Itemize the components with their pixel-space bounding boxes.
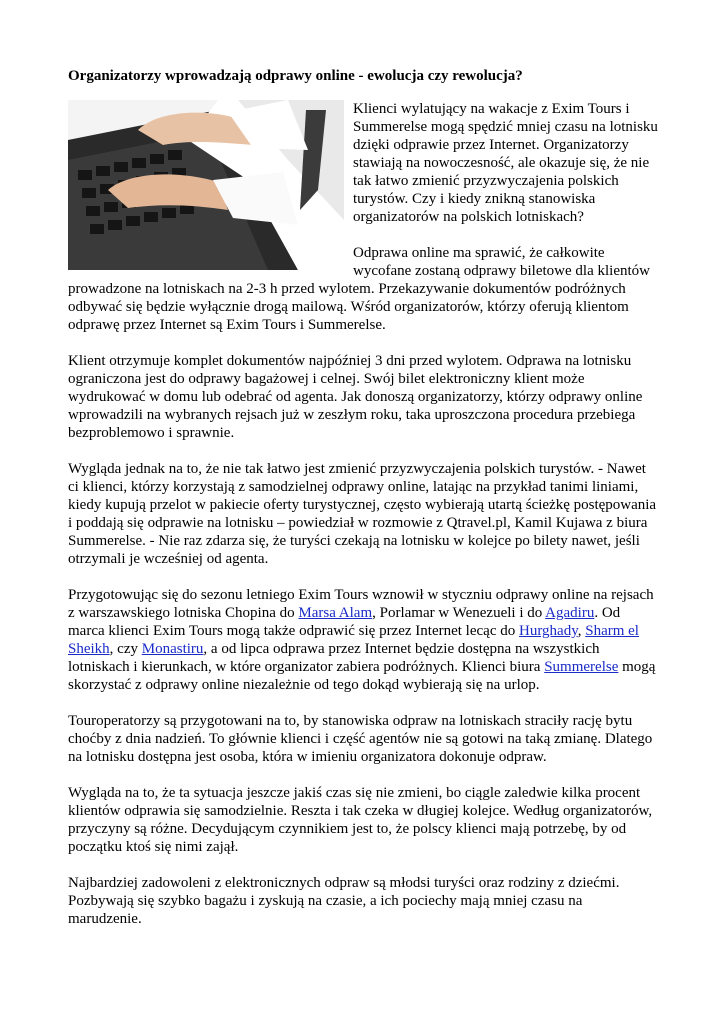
- paragraph-situation: Wygląda na to, że ta sytuacja jeszcze jakiś czas się nie zmieni, bo ciągle zaledwie kilka procent klientów odprawia się samodzielnie. Reszta i tak czeka w długiej kolejce. Według organizatorów, przyczyny są różne. Decydującym czynnikiem jest to, że polscy klienci mają potrzebę, by od początku ktoś się nimi zajął.: [68, 785, 653, 855]
- paragraph-destinations: [68, 586, 658, 694]
- text-segment: Przygotowując się do sezonu letniego Exim Tours wznowił w styczniu odprawy online na rejsach z warszawskiego lotniska Chopina do: [68, 587, 654, 621]
- link-agadiru[interactable]: Agadiru: [545, 605, 595, 621]
- text-segment: , a od lipca odprawa przez Internet będzie dostępna na wszystkich lotniskach i kierunkach, w które organizator zabiera podróżnych. Klienci biura: [68, 641, 600, 675]
- paragraph-touroperators: Touroperatorzy są przygotowani na to, by stanowiska odpraw na lotniskach straciły rację bytu choćby z dnia nadzień. To głównie klienci i część agentów nie są gotowi na taką zmianę. Dlatego na lotnisku dostępna jest osoba, która w imieniu organizatora dokonuje odpraw.: [68, 713, 653, 765]
- text-segment: , Porlamar w Wenezueli i do: [372, 605, 546, 621]
- text-segment: ,: [577, 623, 586, 639]
- link-hurghady[interactable]: Hurghady: [518, 623, 578, 639]
- paragraph-documents: Klient otrzymuje komplet dokumentów najpóźniej 3 dni przed wylotem. Odprawa na lotnisku ograniczona jest do odprawy bagażowej i celnej. Swój bilet elektroniczny klient może wydrukować w domu lub odebrać od agenta. Jak donoszą organizatorzy, którzy odprawy online wprowadzili na wybranych rejsach już w zeszłym roku, taka uproszczona procedura przebiega bezproblemowo i sprawnie.: [68, 353, 643, 441]
- text-segment: . Od marca klienci Exim Tours mogą także odprawić się przez Internet lecąc do: [68, 605, 621, 639]
- paragraph-online-checkin: Odprawa online ma sprawić, że całkowite wycofane zostaną odprawy biletowe dla klientów prowadzone na lotniskach na 2-3 h przed wylotem. Przekazywanie dokumentów podróżnych odbywać się będzie wyłącznie drogą mailową. Wśród organizatorów, którzy oferują klientom odprawę przez Internet są Exim Tours i Summerelse.: [68, 245, 650, 333]
- paragraph-satisfied: Najbardziej zadowoleni z elektronicznych odpraw są młodsi turyści oraz rodziny z dziećmi. Pozbywają się szybko bagażu i zyskują na czasie, a ich pociechy mają mniej czasu na marudzenie.: [68, 875, 620, 927]
- link-monastiru[interactable]: Monastiru: [141, 641, 204, 657]
- link-sharm-el-sheikh[interactable]: Sharm el Sheikh: [68, 623, 639, 657]
- text-segment: mogą skorzystać z odprawy online niezależnie od tego dokąd wybierają się na urlop.: [68, 659, 656, 693]
- article: [68, 66, 658, 946]
- article-title: Organizatorzy wprowadzają odprawy online - ewolucja czy rewolucja?: [68, 68, 523, 84]
- laptop-typing-illustration: [68, 100, 344, 270]
- link-summerelse[interactable]: Summerelse: [544, 659, 619, 675]
- paragraph-habits: Wygląda jednak na to, że nie tak łatwo jest zmienić przyzwyczajenia polskich turystów. - Nawet ci klienci, którzy korzystają z samodzielnej odprawy online, latając na przykład tanimi liniami, kiedy kupują przelot w pakiecie oferty turystycznej, często wybierają utartą ścieżkę postępowania i poddają się odprawie na lotnisku – powiedział w rozmowie z Qtravel.pl, Kamil Kujawa z biura Summerelse. - Nie raz zdarza się, że turyści czekają na lotnisku w kolejce po bilety nawet, jeśli otrzymali je wcześniej od agenta.: [68, 461, 657, 567]
- laptop-typing-photo: [68, 100, 344, 270]
- link-marsa-alam[interactable]: Marsa Alam: [298, 605, 373, 621]
- paragraph-intro: Klienci wylatujący na wakacje z Exim Tours i Summerelse mogą spędzić mniej czasu na lotnisku dzięki odprawie przez Internet. Organizatorzy stawiają na nowoczesność, ale okazuje się, że nie tak łatwo zmienić przyzwyczajenia polskich turystów. Czy i kiedy znikną stanowiska organizatorów na polskich lotniskach?: [353, 101, 658, 225]
- text-segment: , czy: [109, 641, 142, 657]
